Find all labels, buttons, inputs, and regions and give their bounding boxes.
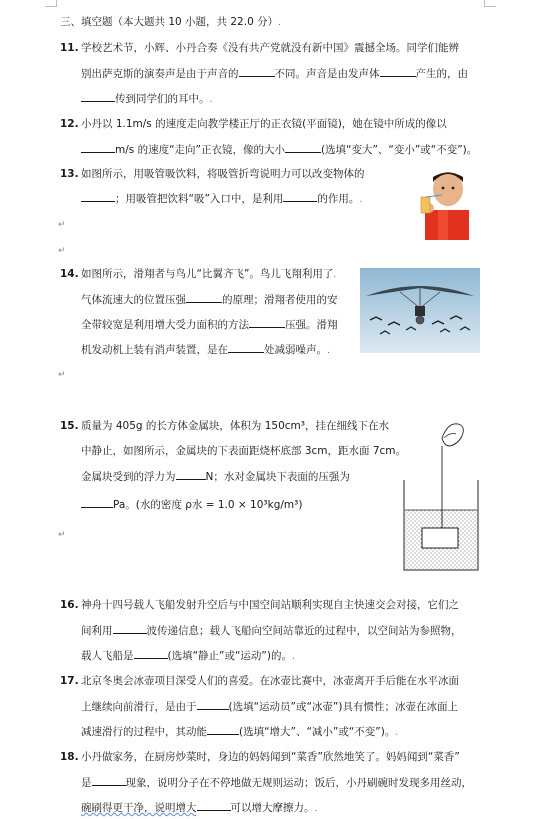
- answer-blank[interactable]: [176, 469, 206, 480]
- question-line: 上继续向前滑行，是由于 (选填“运动员”或“冰壶”)具有惯性；冰壶在冰面上: [81, 701, 458, 713]
- question-line: 传到同学们的耳中。.: [81, 91, 212, 107]
- answer-blank[interactable]: [81, 142, 115, 153]
- question-line: 全带较宽是利用增大受力面积的方法 压强。滑翔: [81, 319, 338, 331]
- hang-glider-image: [360, 268, 480, 353]
- question-line: 减速滑行的过程中，其动能 (选填“增大”、“减小”或“不变”)。.: [81, 726, 399, 738]
- question-line: 质量为 405g 的长方体金属块，体积为 150cm³，挂在细线下在水: [81, 420, 389, 432]
- boy-drinking-image: [412, 164, 478, 240]
- answer-blank[interactable]: [81, 191, 115, 202]
- answer-blank[interactable]: [113, 623, 147, 634]
- answer-blank[interactable]: [285, 142, 321, 153]
- question-line: 间利用 波传递信息；载人飞船向空间站靠近的过程中，以空间站为参照物，: [81, 625, 462, 637]
- beaker-diagram: [400, 418, 482, 576]
- question-line: 气体流速大的位置压强 的原理；滑翔者使用的安: [81, 294, 338, 306]
- answer-blank[interactable]: [92, 775, 126, 786]
- answer-blank[interactable]: [197, 699, 229, 710]
- question-number: 14.: [60, 268, 79, 280]
- answer-blank[interactable]: [81, 91, 115, 102]
- section-header: 三、填空题（本大题共 10 小题，共 22.0 分）.: [60, 16, 281, 28]
- answer-blank[interactable]: [197, 800, 231, 811]
- question-line: 学校艺术节，小辉、小丹合奏《没有共产党就没有新中国》震撼全场。同学们能辨: [81, 42, 459, 54]
- question-line: 碗刷得更干净，说明增大 可以增大摩擦力。.: [81, 802, 318, 814]
- answer-blank[interactable]: [81, 497, 113, 508]
- answer-blank[interactable]: [134, 648, 168, 659]
- question-line: ；用吸管把饮料“吸”入口中，是利用 的作用。.: [81, 191, 362, 207]
- question-number: 15.: [60, 420, 79, 432]
- question-line: m/s 的速度“走向”正衣镜，像的大小 (选填“变大”、“变小”或“不变”)。: [81, 142, 477, 157]
- question-number: 16.: [60, 599, 79, 611]
- question-line: 小丹以 1.1m/s 的速度走向教学楼正厅的正衣镜(平面镜)，她在镜中所成的像以: [81, 118, 447, 130]
- question-number: 18.: [60, 751, 79, 763]
- paragraph-mark: ↵: [58, 370, 66, 380]
- answer-blank[interactable]: [186, 292, 222, 303]
- paragraph-mark: ↵: [58, 530, 66, 540]
- paragraph-mark: ↵: [58, 220, 66, 230]
- question-line: 金属块受到的浮力为 N；水对金属块下表面的压强为: [81, 471, 350, 483]
- answer-blank[interactable]: [249, 317, 285, 328]
- answer-blank[interactable]: [283, 191, 317, 202]
- question-line: Pa。(水的密度 ρ水 = 1.0 × 10³kg/m³): [81, 497, 302, 512]
- page-corner-mark: [45, 0, 57, 7]
- answer-blank[interactable]: [380, 66, 416, 77]
- question-line: 机发动机上装有消声装置，是在 处减弱噪声。.: [81, 344, 330, 356]
- question-line: 神舟十四号载人飞船发射升空后与中国空间站顺利实现自主快速交会对接，它们之: [81, 599, 459, 611]
- question-line: 北京冬奥会冰壶项目深受人们的喜爱。在冰壶比赛中，冰壶离开手后能在水平冰面: [81, 675, 459, 687]
- question-line: 如图所示，用吸管吸饮料，将吸管折弯说明力可以改变物体的: [81, 168, 365, 180]
- question-number: 12.: [60, 118, 79, 130]
- question-line: 小丹做家务，在厨房炒菜时，身边的妈妈闻到“菜香”欣然地笑了。妈妈闻到“菜香”: [81, 751, 460, 763]
- question-number: 13.: [60, 168, 79, 180]
- question-number: 11.: [60, 42, 79, 54]
- answer-blank[interactable]: [207, 724, 239, 735]
- question-line: 别出萨克斯的演奏声是由于声音的 不同。声音是由发声体 产生的，由: [81, 68, 468, 80]
- question-number: 17.: [60, 675, 79, 687]
- question-line: 载人飞船是 (选填“静止”或“运动”)的。.: [81, 650, 295, 662]
- answer-blank[interactable]: [228, 342, 264, 353]
- question-line: 中静止，如图所示，金属块的下表面距烧杯底部 3cm，距水面 7cm。: [81, 445, 407, 457]
- page-corner-mark: [484, 0, 496, 7]
- answer-blank[interactable]: [239, 66, 275, 77]
- paragraph-mark: ↵: [58, 246, 66, 256]
- question-line: 如图所示，滑翔者与鸟儿“比翼齐飞”。鸟儿飞翔利用了.: [81, 268, 337, 280]
- question-line: 是 现象，说明分子在不停地做无规则运动；饭后，小丹刷碗时发现多用丝动，: [81, 777, 472, 789]
